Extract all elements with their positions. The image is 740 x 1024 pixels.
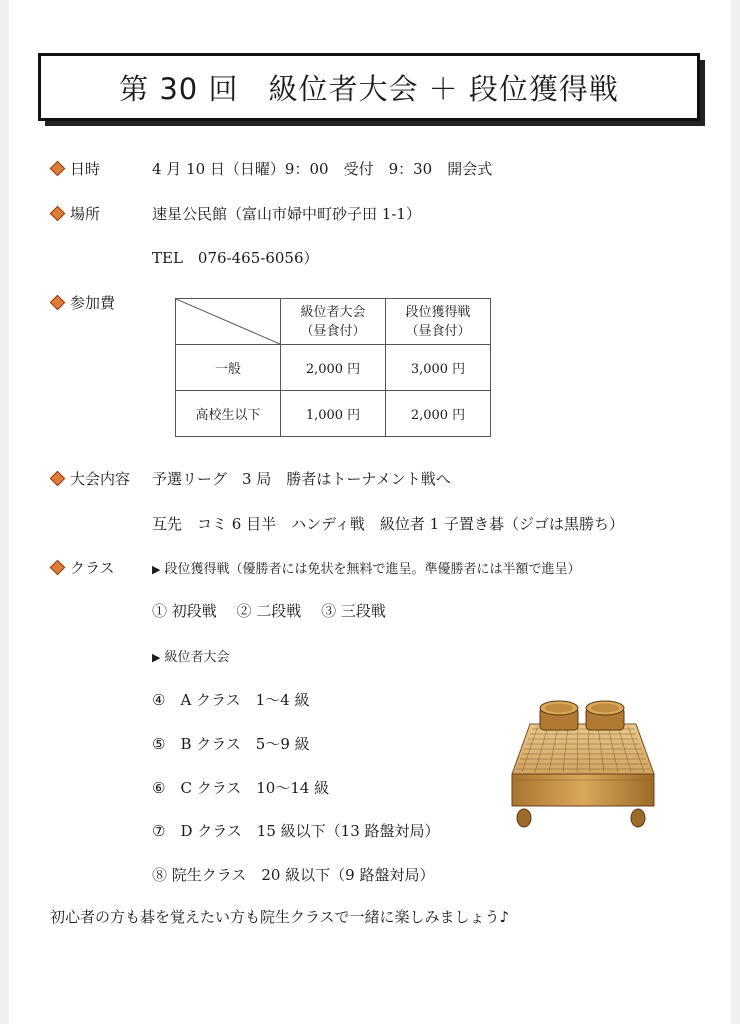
kyu-header-row [152,646,229,665]
classes-label-row [52,557,115,578]
diamond-bullet-icon [50,295,66,311]
content-line1 [152,468,451,489]
dan-header: 段位獲得戦（優勝者には免状を無料で進呈。準優勝者には半額で進呈） [164,562,581,577]
fee-label: 参加費 [70,294,116,312]
dan-items: ① 初段戦 ② 二段戦 ③ 三段戦 [152,602,386,620]
fee-label-row [52,292,115,313]
fee-row-category: 高校生以下 [176,391,281,437]
fee-header-kyu [281,299,386,345]
triangle-right-icon: ▶ [152,651,161,664]
fee-header-dan-note: （昼食付） [405,323,471,339]
dan-header-row [152,558,580,577]
diamond-bullet-icon [50,471,66,487]
kyu-item-a: ④ A クラス 1〜4 級 [152,691,310,709]
date-label: 日時 [70,160,101,178]
kyu-item-c: ⑥ C クラス 10〜14 級 [152,779,330,797]
date-value: 4 月 10 日（日曜）9：00 受付 9：30 開会式 [152,160,493,178]
go-board-icon [508,694,660,834]
venue-label-row [52,203,100,224]
event-title: 第 30 回 級位者大会 ＋ 段位獲得戦 [38,53,700,121]
kyu-item-b: ⑤ B クラス 5〜9 級 [152,735,310,753]
content-label-row [52,468,130,489]
diamond-bullet-icon [50,161,66,177]
venue-value: 速星公民館（富山市婦中町砂子田 1-1） [152,205,421,223]
venue-tel: TEL 076-465-6056） [152,249,319,267]
fee-row-general [176,345,491,391]
closing-message: 初心者の方も碁を覚えたい方も院生クラスで一緒に楽しみましょう♪ [50,908,510,926]
kyu-item-insei: ⑧ 院生クラス 20 級以下（9 路盤対局） [152,866,435,884]
fee-header-kyu-note: （昼食付） [300,323,366,339]
date-label-row [52,158,100,179]
fee-row-category: 一般 [176,345,281,391]
fee-row-student [176,391,491,437]
fee-header-dan [386,299,491,345]
fee-cell: 2,000 円 [386,391,491,437]
content-line1-text: 予選リーグ 3 局 勝者はトーナメント戦へ [152,470,451,488]
content-line2: 互先 コミ 6 目半 ハンディ戦 級位者 1 子置き碁（ジゴは黒勝ち） [152,515,624,533]
venue-label: 場所 [70,205,101,223]
triangle-right-icon: ▶ [152,563,161,576]
kyu-item-d: ⑦ D クラス 15 級以下（13 路盤対局） [152,822,440,840]
fee-header-dan-name: 段位獲得戦 [405,304,471,320]
fee-table [175,298,491,437]
diagonal-line-icon [176,299,280,344]
fee-cell: 3,000 円 [386,345,491,391]
kyu-header: 級位者大会 [164,650,230,665]
fee-table-corner [176,299,281,345]
fee-cell: 2,000 円 [281,345,386,391]
diamond-bullet-icon [50,560,66,576]
fee-header-kyu-name: 級位者大会 [300,304,366,320]
diamond-bullet-icon [50,206,66,222]
content-label: 大会内容 [70,470,131,488]
fee-cell: 1,000 円 [281,391,386,437]
classes-label: クラス [70,559,115,577]
